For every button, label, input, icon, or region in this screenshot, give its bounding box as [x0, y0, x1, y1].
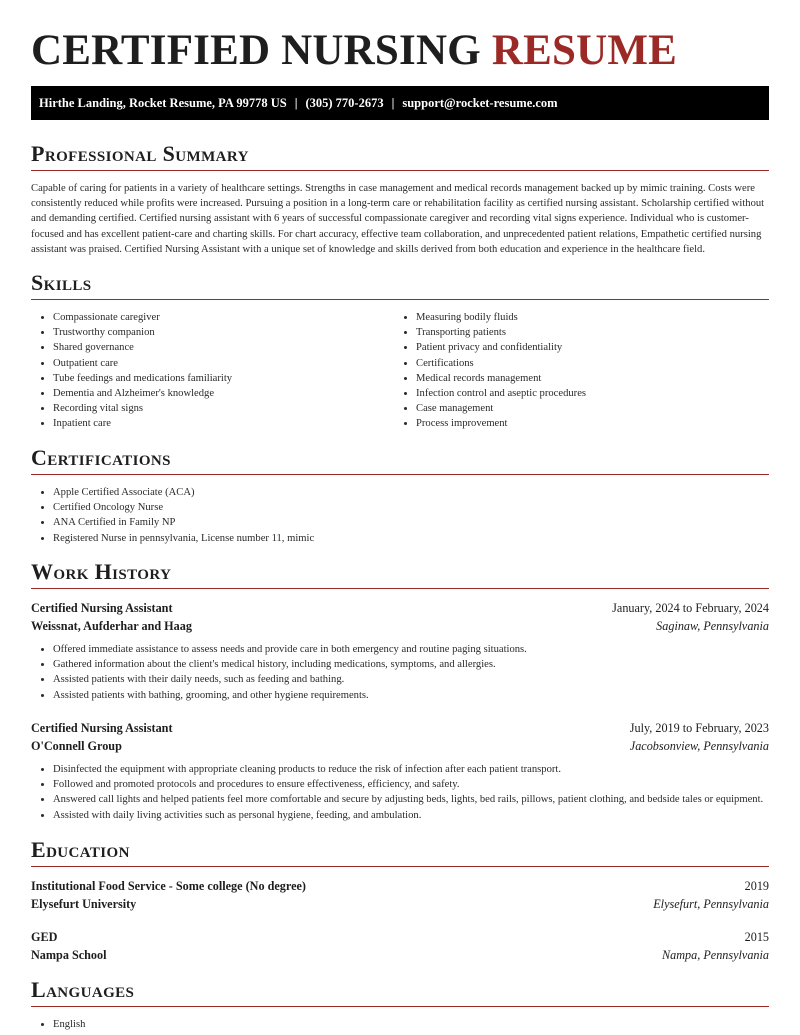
- job-dates: July, 2019 to February, 2023: [629, 721, 769, 735]
- contact-email: support@rocket-resume.com: [402, 96, 558, 110]
- job-company: Weissnat, Aufderhar and Haag: [31, 619, 192, 633]
- job-title: Certified Nursing Assistant: [31, 601, 173, 615]
- skill-item: • Recording vital signs: [53, 401, 393, 416]
- skill-item: • Medical records management: [416, 371, 776, 386]
- certification-item: • ANA Certified in Family NP: [53, 515, 753, 530]
- skill-item: • Measuring bodily fluids: [416, 310, 776, 325]
- work-history-heading: Work History: [31, 559, 769, 589]
- job-duty-item: • Assisted patients with bathing, grooming, and other hygiene requirements.: [53, 688, 791, 703]
- contact-bar: [31, 86, 769, 120]
- education-degree: Institutional Food Service - Some college (No degree): [31, 879, 306, 893]
- job-duties-list: [31, 642, 791, 703]
- job-duty-item: • Followed and promoted protocols and procedures to ensure effectiveness, efficiency, and safety.: [53, 777, 791, 792]
- certification-item: • Registered Nurse in pennsylvania, License number 11, mimic: [53, 531, 753, 546]
- job-title: Certified Nursing Assistant: [31, 721, 173, 735]
- education-school: Elysefurt University: [31, 897, 137, 911]
- education-school: Nampa School: [31, 948, 107, 962]
- skills-list-right: [394, 310, 776, 432]
- skill-item: • Patient privacy and confidentiality: [416, 340, 776, 355]
- job-duty-item: • Disinfected the equipment with appropriate cleaning products to reduce the risk of infection after each patient transport.: [53, 762, 791, 777]
- job-duty-item: • Assisted patients with their daily needs, such as feeding and bathing.: [53, 672, 791, 687]
- education-degree: GED: [31, 930, 58, 944]
- summary-heading: Professional Summary: [31, 141, 769, 171]
- job-location: Saginaw, Pennsylvania: [656, 619, 769, 633]
- job-company: O'Connell Group: [31, 739, 122, 753]
- title-accent: RESUME: [491, 27, 678, 74]
- job-duty-item: • Offered immediate assistance to assess needs and provide care in both emergency and routine paging situations.: [53, 642, 791, 657]
- skill-item: • Case management: [416, 401, 776, 416]
- certification-item: • Certified Oncology Nurse: [53, 500, 753, 515]
- skill-item: • Infection control and aseptic procedures: [416, 386, 776, 401]
- job-duties-list: [31, 762, 791, 823]
- skill-item: • Transporting patients: [416, 325, 776, 340]
- education-location: Elysefurt, Pennsylvania: [653, 897, 769, 911]
- certification-item: • Apple Certified Associate (ACA): [53, 485, 753, 500]
- skill-item: • Shared governance: [53, 340, 393, 355]
- summary-text: Capable of caring for patients in a variety of healthcare settings. Strengths in case management and medical records management backed up by mimic training. Costs were consistently reduced while profits were increased. Pursuing a position in a long-term care or rehabilitation facility as certified nursing assistant. Scholarship certified without and demanding certified. Certified nursing assistant with 6 years of successful compassionate caregiver and recording vital signs experience. Individual who is customer-focused and has excellent patient-care and charting skills. For chart accuracy, effective team collaboration, and unprecedented patient relations, Empathetic certified nursing assistant was praised. Certified Nursing Assistant with a unique set of knowledge and skills derived from both education and experience in the healthcare field.: [31, 183, 765, 255]
- skills-heading: Skills: [31, 270, 769, 300]
- languages-list: [31, 1017, 753, 1032]
- education-location: Nampa, Pennsylvania: [662, 948, 769, 962]
- certifications-heading: Certifications: [31, 445, 769, 475]
- title-main: CERTIFIED NURSING: [31, 27, 481, 74]
- contact-separator: |: [391, 96, 395, 110]
- job-duty-item: • Answered call lights and helped patients feel more comfortable and secure by adjusting beds, lights, bed rails, pillows, patient clothing, and bedside tales or equipment.: [53, 792, 791, 807]
- skill-item: • Trustworthy companion: [53, 325, 393, 340]
- skill-item: • Process improvement: [416, 416, 776, 431]
- languages-heading: Languages: [31, 977, 769, 1007]
- education-year: 2015: [744, 930, 769, 944]
- contact-address: Hirthe Landing, Rocket Resume, PA 99778 US: [39, 96, 287, 110]
- contact-separator: |: [294, 96, 298, 110]
- skill-item: • Certifications: [416, 356, 776, 371]
- skill-item: • Dementia and Alzheimer's knowledge: [53, 386, 393, 401]
- skill-item: • Tube feedings and medications familiarity: [53, 371, 393, 386]
- certifications-list: [31, 485, 753, 546]
- skill-item: • Inpatient care: [53, 416, 393, 431]
- education-year: 2019: [744, 879, 769, 893]
- job-duty-item: • Assisted with daily living activities such as personal hygiene, feeding, and ambulation.: [53, 808, 791, 823]
- skill-item: • Compassionate caregiver: [53, 310, 393, 325]
- job-dates: January, 2024 to February, 2024: [612, 601, 769, 615]
- skills-list-left: [31, 310, 393, 432]
- education-heading: Education: [31, 837, 769, 867]
- skill-item: • Outpatient care: [53, 356, 393, 371]
- job-duty-item: • Gathered information about the client's medical history, including medications, symptoms, and allergies.: [53, 657, 791, 672]
- contact-phone: (305) 770-2673: [305, 96, 384, 110]
- resume-title: [31, 26, 677, 76]
- job-location: Jacobsonview, Pennsylvania: [629, 739, 769, 753]
- language-item: • English: [53, 1017, 753, 1032]
